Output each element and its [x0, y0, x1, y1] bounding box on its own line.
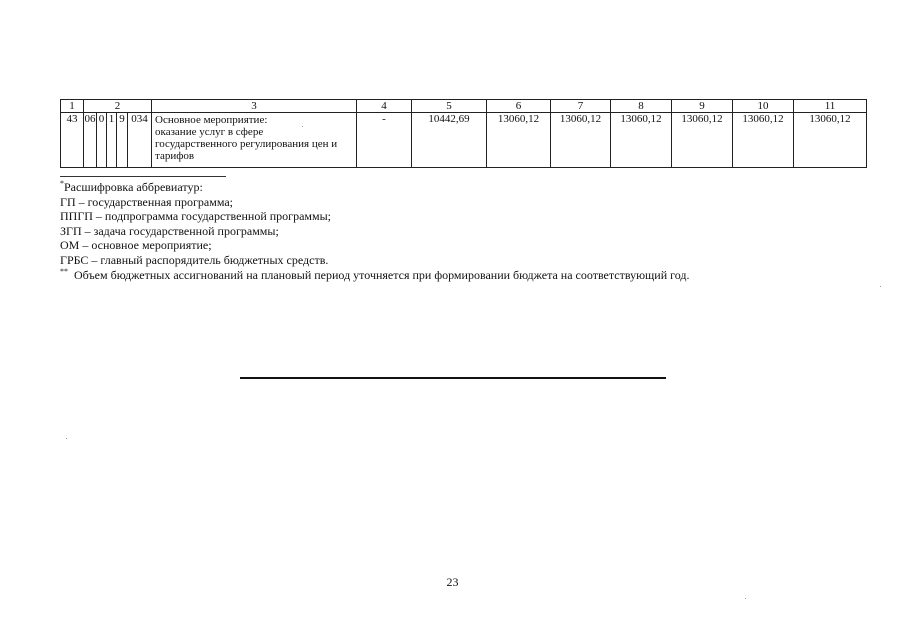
- value-cell: 13060,12: [487, 113, 551, 168]
- description-line: государственного регулирования цен и: [155, 138, 338, 150]
- header-cell: 6: [487, 100, 551, 113]
- abbreviation-item: ОМ – основное мероприятие;: [60, 238, 212, 253]
- header-cell: 10: [733, 100, 794, 113]
- scan-speck: [880, 286, 881, 287]
- footnotes: [60, 180, 860, 282]
- header-cell: 1: [61, 100, 84, 113]
- header-cell: 4: [357, 100, 412, 113]
- table-row: [61, 113, 867, 168]
- code-cell: 0: [97, 113, 107, 168]
- scan-speck: [302, 126, 303, 127]
- dash-cell: -: [357, 113, 412, 168]
- value-cell: 13060,12: [551, 113, 611, 168]
- description-line: Основное мероприятие:: [155, 114, 268, 126]
- header-cell: 3: [152, 100, 357, 113]
- abbreviation-item: ЗГП – задача государственной программы;: [60, 223, 279, 238]
- scan-speck: [745, 598, 746, 599]
- code-cell: 06: [84, 113, 97, 168]
- value-cell: 13060,12: [733, 113, 794, 168]
- value-cell: 13060,12: [794, 113, 867, 168]
- abbreviation-item: ППГП – подпрограмма государственной программы;: [60, 209, 331, 224]
- value-cell: 10442,69: [412, 113, 487, 168]
- footnote-divider: [60, 176, 226, 177]
- header-cell: 9: [672, 100, 733, 113]
- code-cell: 43: [61, 113, 84, 168]
- header-cell: 8: [611, 100, 672, 113]
- header-cell: 11: [794, 100, 867, 113]
- description-line: тарифов: [155, 150, 195, 162]
- horizontal-rule: [240, 377, 666, 379]
- code-cell: 034: [128, 113, 152, 168]
- table-header-row: [61, 100, 867, 113]
- footnote-marker: *: [60, 179, 64, 188]
- page-number: 23: [446, 575, 459, 589]
- abbreviations-title: *Расшифровка аббревиатур:: [60, 179, 203, 194]
- header-cell: 5: [412, 100, 487, 113]
- abbreviation-item: ГП – государственная программа;: [60, 194, 233, 209]
- budget-note: ** Объем бюджетных ассигнований на плановый период уточняется при формировании бюджета на соответствующий год.: [60, 266, 690, 282]
- description-cell: [152, 113, 357, 168]
- value-cell: 13060,12: [611, 113, 672, 168]
- footnote-marker: **: [60, 266, 68, 276]
- code-cell: 1: [107, 113, 117, 168]
- code-cell: 9: [117, 113, 128, 168]
- header-cell: 2: [84, 100, 152, 113]
- value-cell: 13060,12: [672, 113, 733, 168]
- budget-table: [60, 99, 867, 168]
- scan-speck: [66, 438, 67, 439]
- header-cell: 7: [551, 100, 611, 113]
- abbreviation-item: ГРБС – главный распорядитель бюджетных средств.: [60, 252, 329, 267]
- description-line: оказание услуг в сфере: [155, 126, 264, 138]
